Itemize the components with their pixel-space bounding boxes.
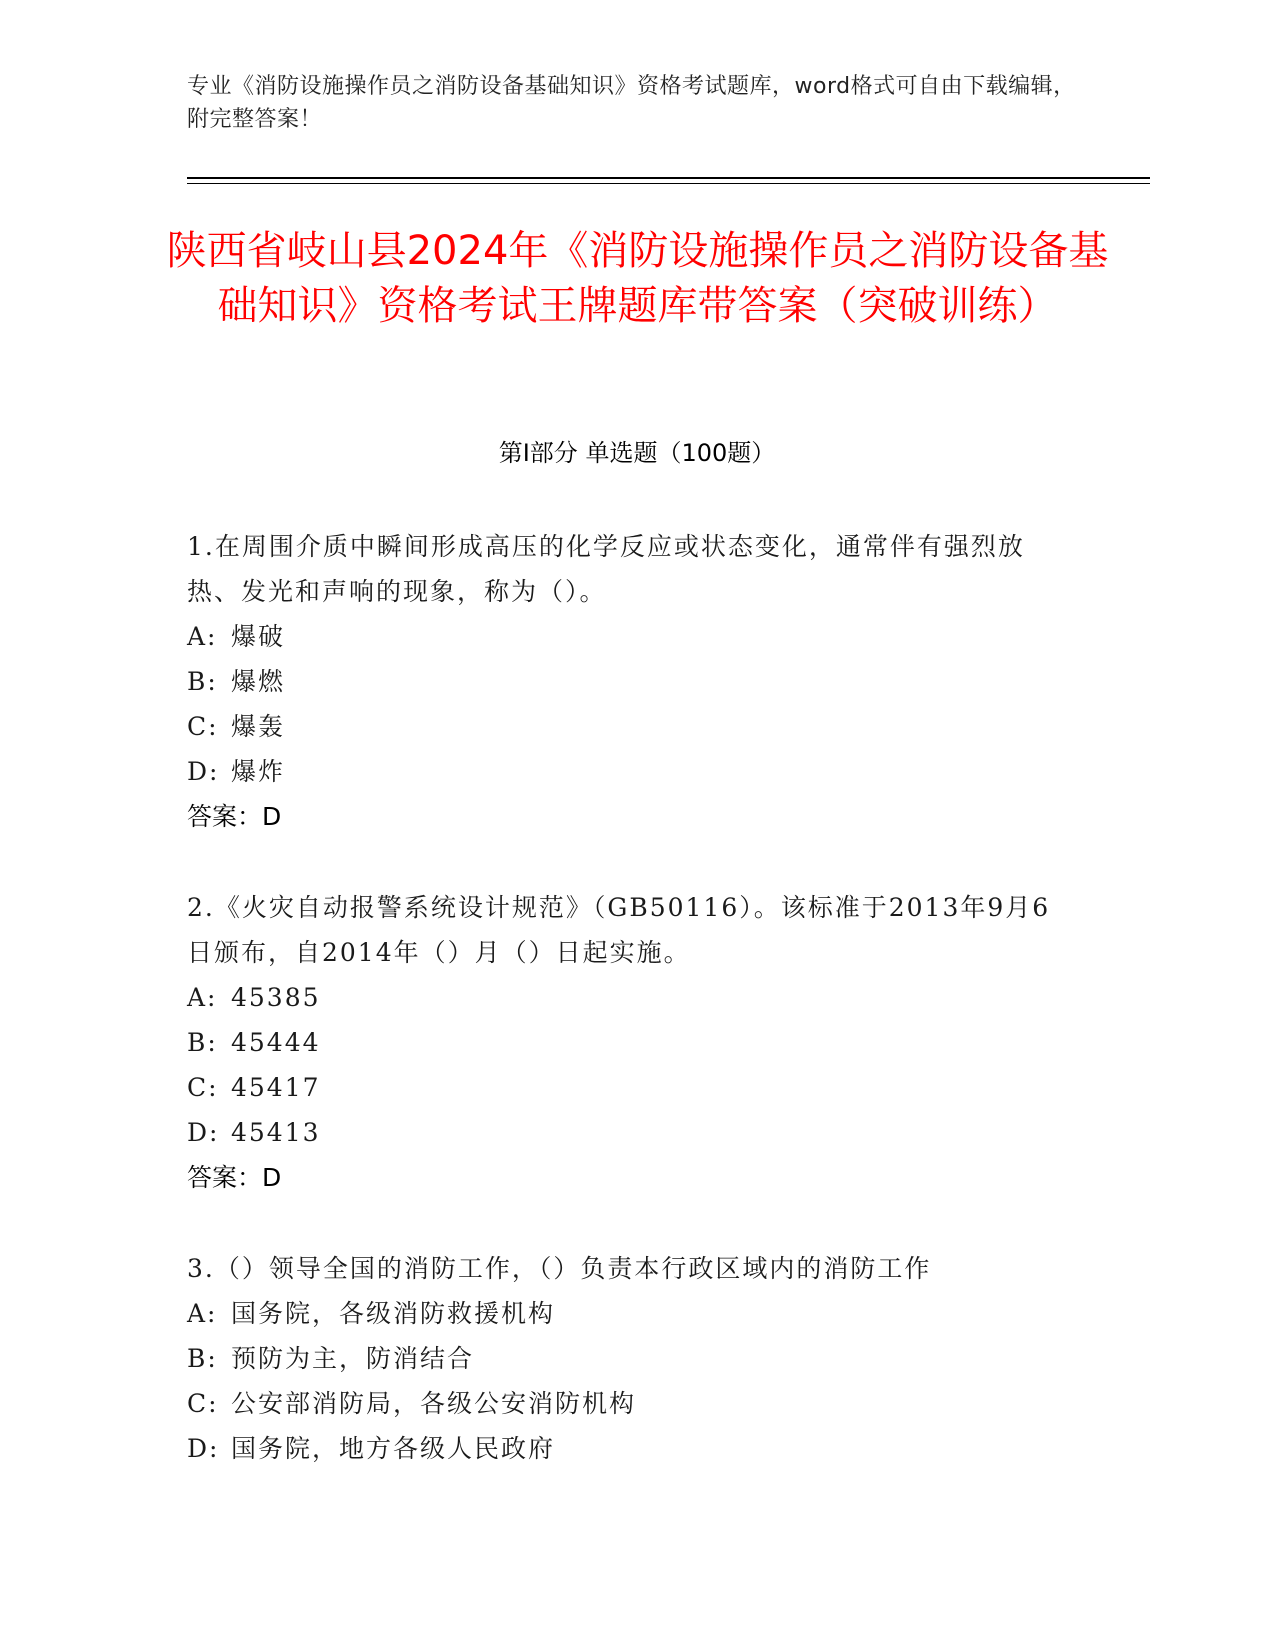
option-text: 爆破 (231, 622, 286, 651)
option-d (187, 1110, 1067, 1155)
option-text: 45444 (231, 1028, 321, 1057)
option-b (187, 659, 1067, 704)
option-b (187, 1020, 1067, 1065)
answer: 答案：D (187, 802, 282, 831)
option-text: 国务院，各级消防救援机构 (231, 1299, 556, 1328)
option-letter: C: (187, 1073, 219, 1102)
header-rule-thin (187, 183, 1150, 184)
option-text: 国务院，地方各级人民政府 (231, 1434, 556, 1463)
option-letter: D: (187, 1118, 220, 1147)
option-d (187, 749, 1067, 794)
option-text: 45413 (231, 1118, 321, 1147)
option-letter: B: (187, 667, 218, 696)
option-c (187, 1065, 1067, 1110)
option-c (187, 704, 1067, 749)
option-letter: C: (187, 1389, 219, 1418)
option-text: 45417 (231, 1073, 321, 1102)
option-letter: B: (187, 1028, 218, 1057)
option-letter: A: (187, 622, 218, 651)
question-stem: 2.《火灾自动报警系统设计规范》（GB50116）。该标准于2013年9月6日颁布，自2014年（）月（）日起实施。 (187, 893, 1051, 967)
option-letter: A: (187, 1299, 218, 1328)
answer: 答案：D (187, 1163, 282, 1192)
option-c (187, 1381, 1067, 1426)
question-3 (187, 1246, 1067, 1471)
option-b (187, 1336, 1067, 1381)
option-letter: D: (187, 1434, 220, 1463)
document-title: 陕西省岐山县2024年《消防设施操作员之消防设备基础知识》资格考试王牌题库带答案（突破训练） (166, 228, 1109, 329)
question-2 (187, 885, 1067, 1200)
option-a (187, 975, 1067, 1020)
section-heading: 第Ⅰ部分 单选题（100题） (498, 439, 776, 467)
option-a (187, 1291, 1067, 1336)
option-text: 爆轰 (231, 712, 286, 741)
question-list (187, 524, 1067, 1517)
question-1 (187, 524, 1067, 839)
option-text: 45385 (231, 983, 321, 1012)
option-text: 预防为主，防消结合 (231, 1344, 475, 1373)
option-letter: B: (187, 1344, 218, 1373)
option-text: 爆燃 (231, 667, 286, 696)
option-letter: C: (187, 712, 219, 741)
option-d (187, 1426, 1067, 1471)
option-text: 公安部消防局，各级公安消防机构 (231, 1389, 637, 1418)
question-stem: 3.（）领导全国的消防工作，（）负责本行政区域内的消防工作 (187, 1254, 932, 1283)
header-rule-thick (187, 177, 1150, 179)
question-stem: 1.在周围介质中瞬间形成高压的化学反应或状态变化，通常伴有强烈放热、发光和声响的现象，称为（）。 (187, 532, 1025, 606)
option-a (187, 614, 1067, 659)
option-text: 爆炸 (231, 757, 286, 786)
header-note: 专业《消防设施操作员之消防设备基础知识》资格考试题库，word格式可自由下载编辑，附完整答案！ (187, 74, 1076, 132)
option-letter: D: (187, 757, 220, 786)
option-letter: A: (187, 983, 218, 1012)
